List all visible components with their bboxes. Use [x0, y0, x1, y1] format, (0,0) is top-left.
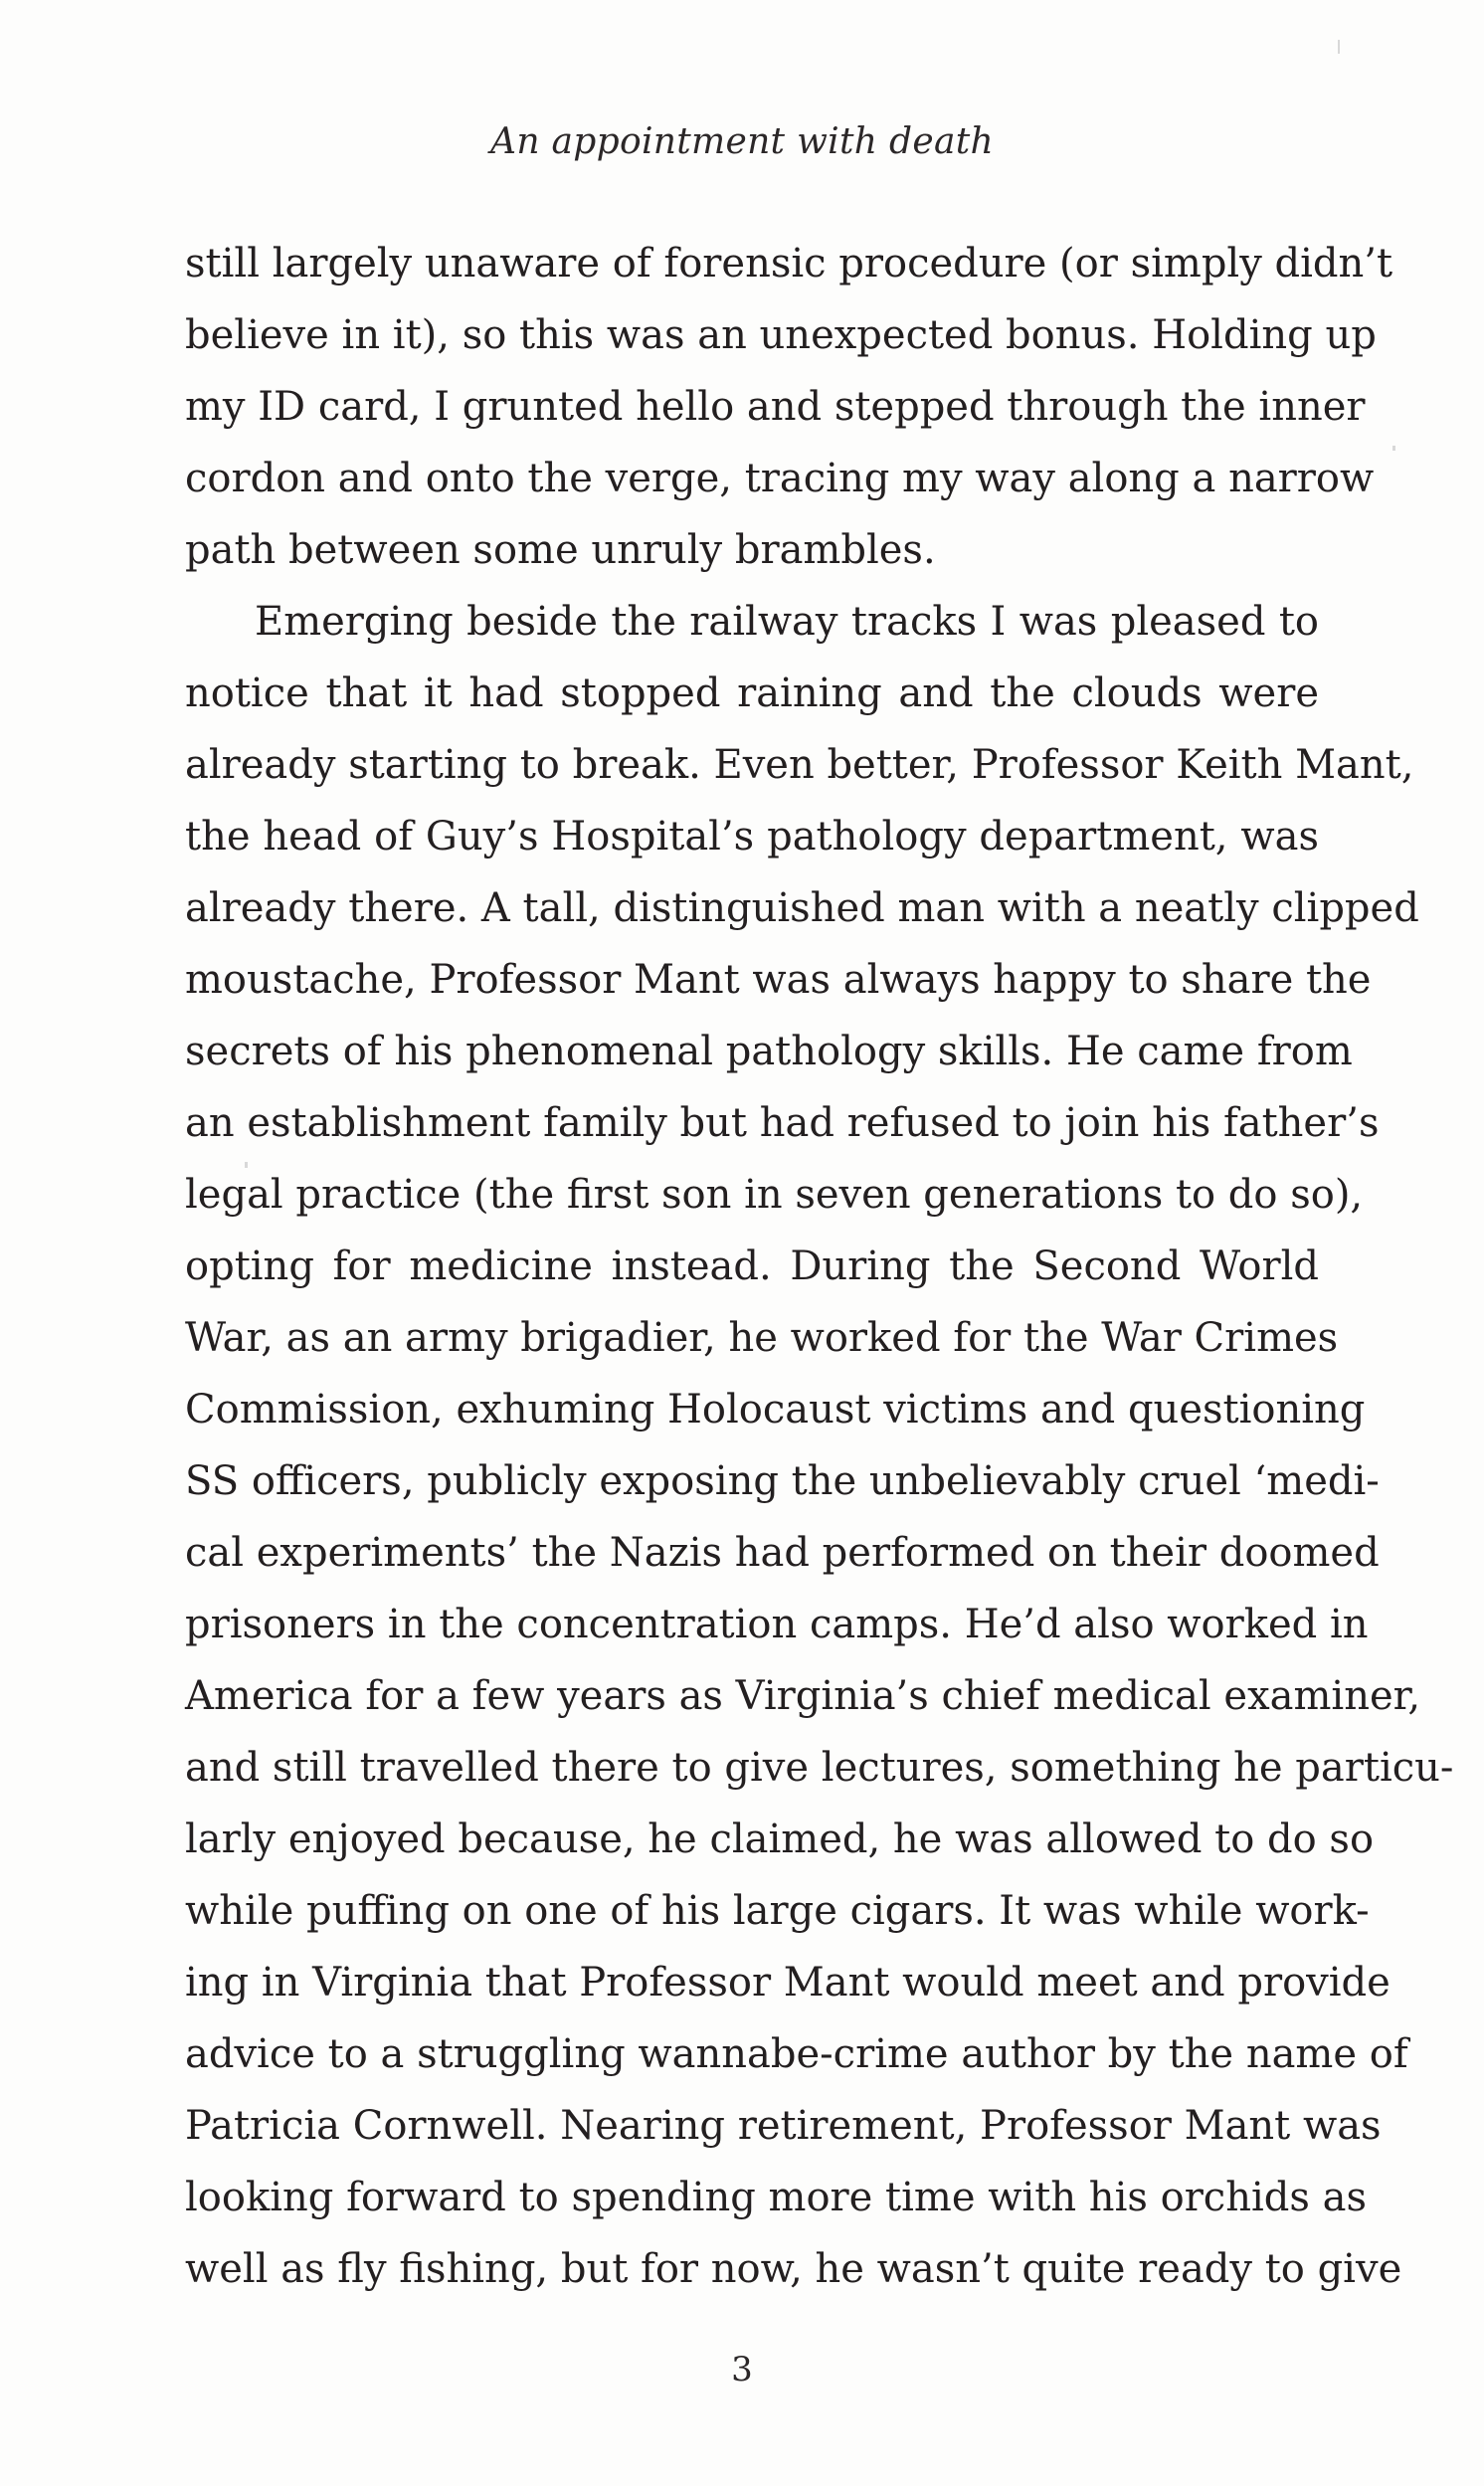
text-line: the head of Guy’s Hospital’s pathology department, was: [185, 814, 1319, 860]
text-line: legal practice (the first son in seven generations to do so),: [185, 1172, 1364, 1218]
text-line: well as fly fishing, but for now, he wasn’t quite ready to give: [185, 2246, 1402, 2292]
text-line: America for a few years as Virginia’s chief medical examiner,: [185, 1673, 1421, 1719]
text-line: an establishment family but had refused to join his father’s: [185, 1100, 1380, 1146]
text-line: cordon and onto the verge, tracing my way along a narrow: [185, 456, 1375, 501]
text-line: believe in it), so this was an unexpected bonus. Holding up: [185, 312, 1377, 358]
text-line: still largely unaware of forensic procedure (or simply didn’t: [185, 241, 1393, 287]
text-line: while puffing on one of his large cigars. It was while work-: [185, 1888, 1370, 1934]
text-line: advice to a struggling wannabe-crime author by the name of: [185, 2031, 1408, 2077]
text-line: path between some unruly brambles.: [185, 527, 936, 573]
text-line: opting for medicine instead. During the Second World: [185, 1243, 1319, 1289]
scan-speck: [1392, 446, 1395, 451]
text-line: cal experiments’ the Nazis had performed on their doomed: [185, 1530, 1380, 1576]
text-line: secrets of his phenomenal pathology skills. He came from: [185, 1029, 1353, 1074]
text-line: SS officers, publicly exposing the unbelievably cruel ‘medi-: [185, 1458, 1380, 1504]
text-line: and still travelled there to give lectures, something he particu-: [185, 1745, 1454, 1791]
running-head: An appointment with death: [490, 121, 994, 162]
text-line: moustache, Professor Mant was always happy to share the: [185, 957, 1372, 1003]
scan-speck: [1338, 40, 1340, 54]
text-line: already starting to break. Even better, Professor Keith Mant,: [185, 742, 1414, 788]
text-line: notice that it had stopped raining and the clouds were: [185, 670, 1319, 716]
text-line: looking forward to spending more time with his orchids as: [185, 2175, 1367, 2220]
text-line: Commission, exhuming Holocaust victims and questioning: [185, 1387, 1366, 1433]
text-line: Emerging beside the railway tracks I was pleased to: [255, 599, 1319, 645]
text-line: ing in Virginia that Professor Mant would meet and provide: [185, 1960, 1391, 2006]
text-line: prisoners in the concentration camps. He’d also worked in: [185, 1602, 1369, 1647]
text-line: Patricia Cornwell. Nearing retirement, Professor Mant was: [185, 2103, 1382, 2149]
body-text: [185, 228, 1454, 2305]
text-line: my ID card, I grunted hello and stepped through the inner: [185, 384, 1366, 430]
page-number: 3: [731, 2350, 753, 2390]
text-line: larly enjoyed because, he claimed, he was allowed to do so: [185, 1817, 1375, 1862]
text-line: War, as an army brigadier, he worked for the War Crimes: [185, 1315, 1339, 1361]
text-line: already there. A tall, distinguished man with a neatly clipped: [185, 885, 1419, 931]
